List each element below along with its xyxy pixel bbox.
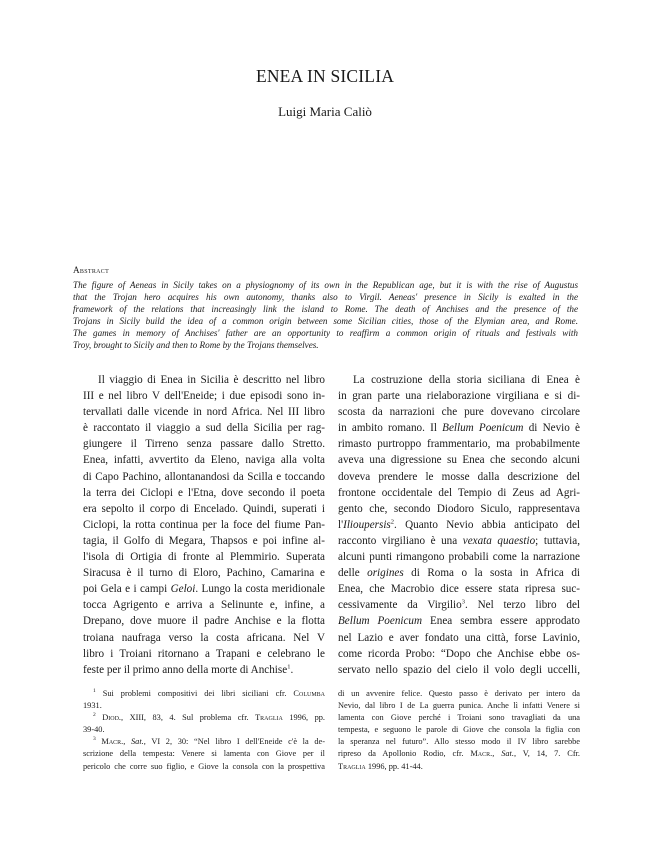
footnote-text: 1996, pp. 41-44. xyxy=(365,761,423,771)
body-text: poi Gela e i campi xyxy=(83,583,171,596)
body-text: di Nevio è xyxy=(523,422,581,435)
author-name: Luigi Maria Caliò xyxy=(278,104,372,119)
abstract-line: Trojans in Sicily build the idea of a common origin between some Sicilian cities, those of the Elymian area, and Rome. xyxy=(73,316,578,327)
italic-term: vexata quaestio xyxy=(462,534,536,547)
body-line xyxy=(338,533,580,549)
footnote-number: 3 xyxy=(93,736,96,743)
body-line: l'isola di Ortigia di fronte al Plemmirio. Superata xyxy=(83,551,325,564)
footnote-text: Sui problemi compositivi dei libri siciliani cfr. xyxy=(95,689,294,698)
italic-term: Geloi xyxy=(170,583,196,596)
italic-term: Sat. xyxy=(501,749,514,759)
footnote-line: 39-40. xyxy=(83,725,105,735)
body-line: La costruzione della storia siciliana di Enea è xyxy=(353,374,580,386)
body-line: rimasto purtroppo frammentario, ma probabilmente xyxy=(338,438,580,451)
footnotes-left xyxy=(83,688,325,773)
footnote-number: 2 xyxy=(93,712,96,719)
italic-term: Sat. xyxy=(131,737,144,747)
abstract-body xyxy=(73,279,578,352)
body-line: aveva una digressione su Enea che secondo alcuni xyxy=(338,454,580,467)
footnotes-right xyxy=(338,688,580,773)
body-column-right xyxy=(338,372,580,678)
body-text: delle xyxy=(338,567,368,580)
body-line: tervallati dalle vicende in nord Africa. Nel III libro xyxy=(83,406,325,419)
body-line: giungere il Tirreno senza passare dallo Stretto. xyxy=(83,438,325,451)
body-line: in gran parte una rielaborazione virgiliana e si di- xyxy=(338,390,580,403)
body-line: era sepolto il corpo di Encelado. Quindi, superati i xyxy=(83,502,325,515)
footnote-line: tempesta, e seguono le parole di Giove che consola la figlia con xyxy=(338,725,580,735)
body-line: alcuni punti rimangono probabili come la narrazione xyxy=(338,551,580,564)
abstract-line: The games in memory of Anchises' father are an opportunity to reaffirm a common origin of rituals and festivals with xyxy=(73,328,578,339)
author-citation: Traglia xyxy=(255,713,283,723)
italic-term: origines xyxy=(367,567,404,580)
body-column-left xyxy=(83,372,325,678)
body-line: libro i Troiani ritornano a Trapani e celebrano le xyxy=(83,647,325,660)
body-line: è raccontato il viaggio a sud della Sicilia per rag- xyxy=(83,422,325,435)
body-line: III e nel libro V dell'Eneide; i due episodi sono in- xyxy=(83,390,325,403)
footnote-line: Nevio, dal libro I de La guerra punica. Anche lì infatti Venere si xyxy=(338,701,580,711)
footnote-number: 1 xyxy=(93,688,96,695)
footnote-line xyxy=(338,748,580,760)
footnote-line xyxy=(338,761,580,773)
footnote-text: 1996, pp. xyxy=(282,713,325,723)
footnote-text: , XIII, 83, 4. Sul problema cfr. xyxy=(121,713,256,723)
body-text: . Nel terzo libro del xyxy=(464,599,580,612)
footnote-line: scrizione della tempesta: Venere si lamenta con Giove per il xyxy=(83,749,325,759)
footnote-text: ripreso da Apollonio Rodio, cfr. xyxy=(338,749,471,759)
author-citation: Columba xyxy=(293,689,325,698)
italic-term: Bellum Poenicum xyxy=(442,422,524,435)
footnote-text: , VI 2, 30: “Nel libro I dell'Eneide c'è la de- xyxy=(143,737,325,747)
body-line: frontone occidentale del Tempio di Zeus ad Agri- xyxy=(338,486,580,499)
body-line: di Capo Pachino, allontanandosi da Scilla e toccando xyxy=(83,470,325,483)
footnote-text: , xyxy=(492,749,502,759)
author-citation: Macr. xyxy=(101,737,124,747)
footnote-2 xyxy=(83,712,325,724)
body-line xyxy=(338,517,580,533)
author-citation: Macr. xyxy=(470,749,493,759)
body-line: Drepano, dove muore il padre Anchise e la flotta xyxy=(83,615,325,628)
footnote-line: di un avvenire felice. Questo passo è derivato per intero da xyxy=(338,689,580,698)
body-line: scosta da narrazioni che pure dovevano circolare xyxy=(338,406,580,419)
footnote-ref[interactable]: 2 xyxy=(390,518,395,526)
abstract-line: framework of the relations that increasingly link the island to Rome. The death of Anchises and the presence of the xyxy=(73,304,578,315)
abstract-line: The figure of Aeneas in Sicily takes on a physiognomy of its own in the Republican age, but it is with the rise of Augustus xyxy=(73,280,578,290)
footnote-line: pericolo che corre suo figlio, e Giove la consola con la prospettiva xyxy=(83,761,325,771)
body-text: Enea sembra essere approdato xyxy=(422,615,580,628)
footnote-line: 1931. xyxy=(83,701,102,711)
body-line: gento che, secondo Diodoro Siculo, rappresentava xyxy=(338,502,580,515)
author-citation: Diod. xyxy=(102,713,122,723)
body-line: doveva prendere le mosse dalla descrizione del xyxy=(338,470,580,483)
abstract-line: that the Trojan hero acquires his own autonomy, thanks also to Virgil. Aeneas' presence in Sicily is exalted in the xyxy=(73,292,578,303)
footnote-ref[interactable]: 1 xyxy=(287,662,291,670)
footnote-3 xyxy=(83,736,325,748)
footnote-text: , V, 14, 7. Cfr. xyxy=(513,749,581,759)
body-text: di Roma o la sosta in Africa di xyxy=(403,567,580,580)
footnote-line: la speranza nel futuro”. Allo stesso modo il IV libro sarebbe xyxy=(338,737,580,747)
body-text: in ambito romano. Il xyxy=(338,422,443,435)
body-line: come ricorda Probo: “Dopo che Anchise ebbe os- xyxy=(338,647,580,660)
body-line: servato nello spazio del cielo il volo degli uccelli, xyxy=(338,663,580,676)
body-line: Enea, infatti, avvertito da Eleno, naviga alla volta xyxy=(83,454,325,467)
italic-term: Ilioupersis xyxy=(343,518,391,531)
body-text: . Lungo la costa meridionale xyxy=(195,583,325,596)
abstract-heading: Abstract xyxy=(73,265,110,275)
body-line: tocca Agrigento e arriva a Selinunte e, infine, a xyxy=(83,599,325,612)
body-line xyxy=(338,420,580,436)
body-line: troiana naufraga verso la costa africana. Nel V xyxy=(83,631,325,644)
body-text: . xyxy=(290,663,294,676)
body-line: nel Lazio e aver fondato una città, forse Lavinio, xyxy=(338,631,580,644)
body-line: Enea, che Macrobio dice essere stata ripresa suc- xyxy=(338,583,580,596)
italic-term: Bellum Poenicum xyxy=(338,615,423,628)
footnote-line: lamenta con Giove perché i Troiani sono travagliati da una xyxy=(338,713,580,723)
body-text: l' xyxy=(338,518,344,531)
body-text: cessivamente da Virgilio xyxy=(338,599,462,612)
footnote-text: , xyxy=(123,737,131,747)
body-line: Ciclopi, la rotta continua per la foce del fiume Pan- xyxy=(83,518,325,531)
body-line xyxy=(338,565,580,581)
footnote-ref[interactable]: 3 xyxy=(461,598,465,606)
body-line: la terra dei Ciclopi e l'Etna, dove secondo il poeta xyxy=(83,486,325,499)
article-title: ENEA IN SICILIA xyxy=(255,66,395,86)
body-text: . Quanto Nevio abbia anticipato del xyxy=(394,518,580,531)
body-text: ; tuttavia, xyxy=(535,534,581,547)
body-text: feste per il primo anno della morte di Anchise xyxy=(83,663,288,676)
abstract-line: Troy, brought to Sicily and then to Rome by the Trojans themselves. xyxy=(73,340,319,351)
author-citation: Traglia xyxy=(338,761,366,771)
body-line xyxy=(83,662,325,678)
body-line: Siracusa è il turno di Eloro, Pachino, Camarina e xyxy=(83,567,325,580)
body-text: racconto virgiliano è una xyxy=(338,534,463,547)
body-line: tagia, il Golfo di Megara, Thapsos e poi infine al- xyxy=(83,534,325,547)
body-line xyxy=(83,581,325,597)
body-line: Il viaggio di Enea in Sicilia è descritto nel libro xyxy=(98,374,325,386)
body-line xyxy=(338,613,580,629)
body-line xyxy=(338,597,580,613)
footnote-1 xyxy=(83,688,325,700)
